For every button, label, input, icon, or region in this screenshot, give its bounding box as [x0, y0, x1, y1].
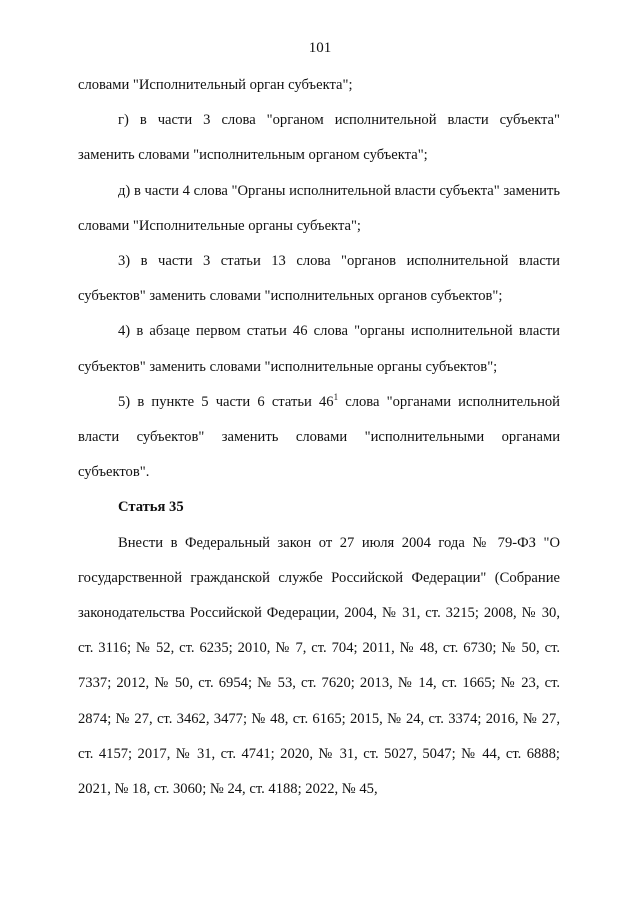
page-number: 101: [308, 40, 332, 56]
document-body: [78, 68, 560, 807]
paragraph-item-d: д) в части 4 слова "Органы исполнительной власти субъекта" заменить словами "Исполнительные органы субъекта";: [78, 182, 560, 234]
paragraph-item-5: [78, 385, 560, 491]
paragraph-item-4: 4) в абзаце первом статьи 46 слова "органы исполнительной власти субъектов" заменить словами "исполнительные органы субъектов";: [78, 323, 560, 375]
paragraph-item-5-before: 5) в пункте 5 части 6 статьи 46: [118, 393, 334, 410]
paragraph-item-5-after: слова "органами исполнительной власти субъектов" заменить словами "исполнительными органами субъектов".: [78, 393, 560, 481]
article-heading: Статья 35: [118, 499, 184, 516]
superscript-index: 1: [333, 391, 339, 402]
paragraph-item-3: 3) в части 3 статьи 13 слова "органов исполнительной власти субъектов" заменить словами "исполнительных органов субъектов";: [78, 253, 560, 305]
paragraph-continuation: словами "Исполнительный орган субъекта";: [78, 77, 353, 93]
article-body: Внести в Федеральный закон от 27 июля 2004 года № 79-ФЗ "О государственной гражданской службе Российской Федерации" (Собрание законодательства Российской Федерации, 2004, № 31, ст. 3215; 2008, № 30, ст. 3116; № 52, ст. 6235; 2010, № 7, ст. 704; 2011, № 48, ст. 6730; № 50, ст. 7337; 2012, № 50, ст. 6954; № 53, ст. 7620; 2013, № 14, ст. 1665; № 23, ст. 2874; № 27, ст. 3462, 3477; № 48, ст. 6165; 2015, № 24, ст. 3374; 2016, № 27, ст. 4157; 2017, № 31, ст. 4741; 2020, № 31, ст. 5027, 5047; № 44, ст. 6888; 2021, № 18, ст. 3060; № 24, ст. 4188; 2022, № 45,: [78, 534, 560, 798]
paragraph-item-g: г) в части 3 слова "органом исполнительной власти субъекта" заменить словами "исполнительным органом субъекта";: [78, 112, 560, 164]
